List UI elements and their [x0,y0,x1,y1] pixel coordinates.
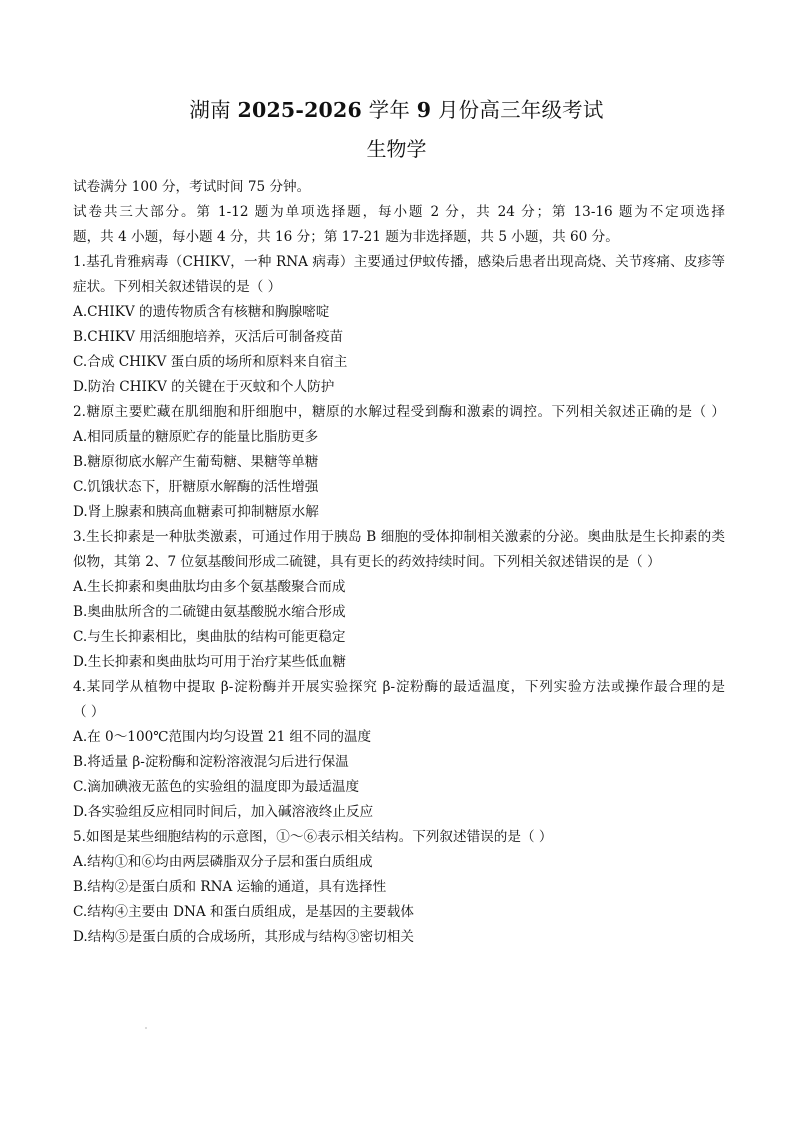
option-d: D.防治 CHIKV 的关键在于灭蚊和个人防护 [73,379,335,395]
question-stem-line: 5.如图是某些细胞结构的示意图，①～⑥表示相关结构。下列叙述错误的是（ ） [73,829,553,845]
option-c: C.滴加碘液无蓝色的实验组的温度即为最适温度 [73,779,360,795]
title-exam-name: 月份高三年级考试 [431,98,604,122]
question-3 [73,525,725,675]
option-b: B.糖原彻底水解产生葡萄糖、果糖等单糖 [73,454,319,470]
title-year-suffix: 学年 [361,98,417,122]
option-b: B.结构②是蛋白质和 RNA 运输的通道，具有选择性 [73,879,387,895]
option-a: A.CHIKV 的遗传物质含有核糖和胸腺嘧啶 [73,304,330,320]
instruction-line: 试卷共三大部分。第 1-12 题为单项选择题，每小题 2 分，共 24 分；第 13-16 题为不定项选择 [73,204,725,220]
option-c: C.与生长抑素相比，奥曲肽的结构可能更稳定 [73,629,346,645]
question-4 [73,675,725,825]
option-c: C.合成 CHIKV 蛋白质的场所和原料来自宿主 [73,354,348,370]
question-stem-line: （ ） [73,704,105,720]
option-c: C.饥饿状态下，肝糖原水解酶的活性增强 [73,479,319,495]
title-month: 9 [416,98,432,122]
scan-speck [145,1027,147,1029]
question-stem-line: 似物，其第 2、7 位氨基酸间形成二硫键，具有更长的药效持续时间。下列相关叙述错误的是（ ） [73,554,661,570]
option-d: D.生长抑素和奥曲肽均可用于治疗某些低血糖 [73,654,347,670]
question-stem-line: 4.某同学从植物中提取 β-淀粉酶并开展实验探究 β-淀粉酶的最适温度，下列实验方法或操作最合理的是 [73,679,725,695]
instruction-line: 题，共 4 小题，每小题 4 分，共 16 分；第 17-21 题为非选择题，共 5 小题，共 60 分。 [73,229,619,245]
option-a: A.生长抑素和奥曲肽均由多个氨基酸聚合而成 [73,579,346,595]
question-2 [73,400,725,525]
option-a: A.在 0～100℃范围内均匀设置 21 组不同的温度 [73,729,372,745]
option-b: B.CHIKV 用活细胞培养，灭活后可制备疫苗 [73,329,344,345]
question-stem-line: 3.生长抑素是一种肽类激素，可通过作用于胰岛 B 细胞的受体抑制相关激素的分泌。奥曲肽是生长抑素的类 [73,529,725,545]
question-stem-line: 症状。下列相关叙述错误的是（ ） [73,279,282,295]
question-1 [73,250,725,400]
question-stem-line: 1.基孔肯雅病毒（CHIKV，一种 RNA 病毒）主要通过伊蚊传播，感染后患者出现高烧、关节疼痛、皮疹等 [73,254,725,270]
option-a: A.相同质量的糖原贮存的能量比脂肪更多 [73,429,319,445]
option-d: D.结构⑤是蛋白质的合成场所，其形成与结构③密切相关 [73,929,414,945]
exam-content [73,175,725,950]
title-school-year: 2025-2026 [237,98,362,122]
exam-title [0,96,793,124]
question-5 [73,825,725,950]
option-c: C.结构④主要由 DNA 和蛋白质组成，是基因的主要载体 [73,904,414,920]
option-a: A.结构①和⑥均由两层磷脂双分子层和蛋白质组成 [73,854,373,870]
question-stem-line: 2.糖原主要贮藏在肌细胞和肝细胞中，糖原的水解过程受到酶和激素的调控。下列相关叙述正确的是（ ） [73,404,725,420]
option-b: B.奥曲肽所含的二硫键由氨基酸脱水缩合形成 [73,604,346,620]
subject-title: 生物学 [366,137,427,161]
title-region: 湖南 [189,98,238,122]
instruction-line: 试卷满分 100 分，考试时间 75 分钟。 [73,179,311,195]
option-b: B.将适量 β-淀粉酶和淀粉溶液混匀后进行保温 [73,754,349,770]
option-d: D.各实验组反应相同时间后，加入碱溶液终止反应 [73,804,374,820]
option-d: D.肾上腺素和胰高血糖素可抑制糖原水解 [73,504,319,520]
